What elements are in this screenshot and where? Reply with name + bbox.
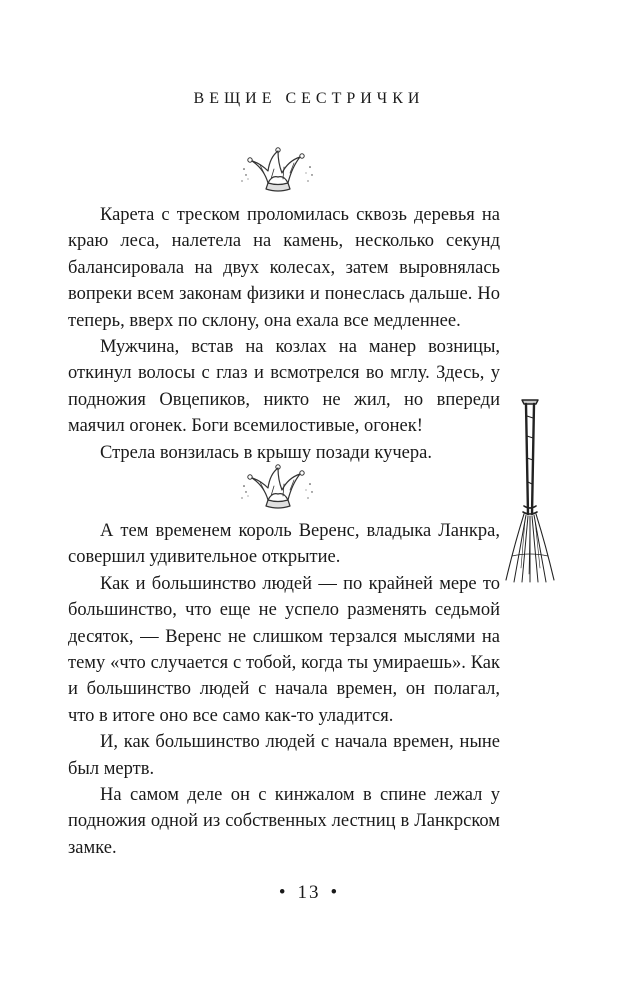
page-number xyxy=(0,882,618,904)
paragraph: Стрела вонзилась в крышу позади кучера. xyxy=(100,442,432,463)
paragraph: Карета с треском проломилась сквозь деревья на краю леса, налетела на камень, несколько секунд балансировала на двух колесах, затем выровнялась вопреки всем законам физики и понеслась дальше. Но теперь, вверх по склону, она ехала все медленнее. xyxy=(68,205,500,331)
paragraph: Как и большинство людей — по крайней мере то большинство, что еще не успело разменять седьмой десяток, — Веренс не слишком терзался мыслями на тему «что случается с тобой, когда ты умираешь». Как и большинство людей с начала времен, он полагал, что в итоге оно все само как-то уладится. xyxy=(68,573,500,726)
jester-hat-icon xyxy=(238,462,318,514)
bullet-icon: • xyxy=(330,882,340,903)
paragraph: На самом деле он с кинжалом в спине лежал у подножия одной из собственных лестниц в Ланкрском замке. xyxy=(68,785,500,858)
bullet-icon: • xyxy=(278,882,288,903)
section-one xyxy=(68,202,500,466)
broom-icon xyxy=(500,396,560,586)
page-number-value: 13 xyxy=(297,882,321,903)
running-head: ВЕЩИЕ СЕСТРИЧКИ xyxy=(193,90,425,107)
jester-hat-icon xyxy=(238,145,318,197)
paragraph: Мужчина, встав на козлах на манер возницы, откинул волосы с глаз и всмотрелся во мглу. Здесь, у подножия Овцепиков, никто не жил, но впереди маячил огонек. Боги всемилостивые, огонек! xyxy=(68,337,500,437)
section-two xyxy=(68,518,500,861)
paragraph: А тем временем король Веренс, владыка Ланкра, совершил удивительное открытие. xyxy=(68,521,500,568)
paragraph: И, как большинство людей с начала времен, ныне был мертв. xyxy=(68,732,500,779)
